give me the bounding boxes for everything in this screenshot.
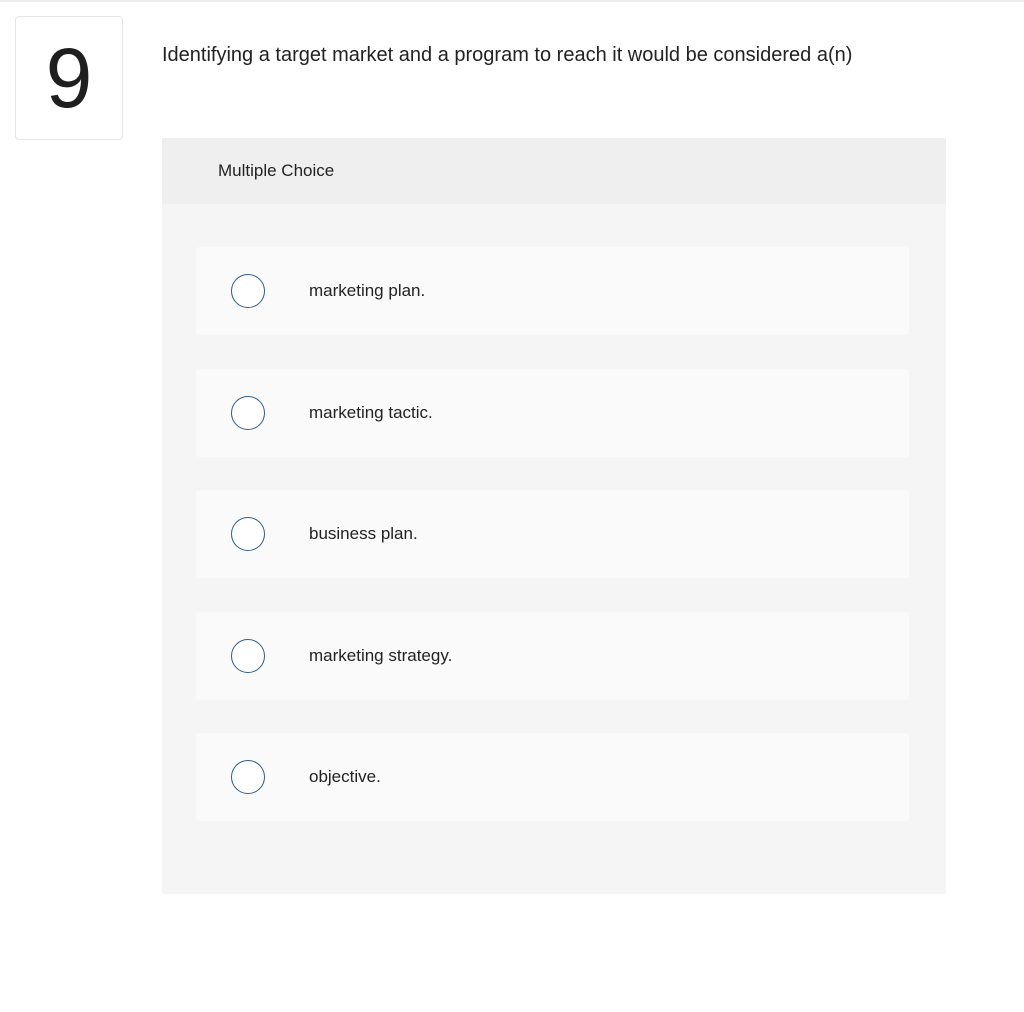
answer-option-3[interactable]: [196, 490, 909, 578]
answer-option-label: marketing tactic.: [309, 402, 433, 422]
answer-option-label: business plan.: [309, 524, 418, 543]
answer-option-label: marketing strategy.: [309, 645, 453, 665]
answer-options: [196, 247, 909, 855]
question-type-header: [162, 138, 946, 204]
multiple-choice-panel: [162, 138, 946, 894]
answer-option-label: objective.: [309, 767, 381, 786]
question-type-label: Multiple Choice: [218, 161, 335, 180]
question-number-box: [15, 16, 123, 140]
answer-option-4[interactable]: [196, 612, 909, 700]
radio-button[interactable]: [231, 760, 265, 794]
radio-button[interactable]: [231, 274, 265, 308]
answer-option-1[interactable]: [196, 247, 909, 335]
radio-button[interactable]: [231, 517, 265, 551]
top-divider: [0, 0, 1024, 2]
answer-option-2[interactable]: [196, 369, 909, 457]
question-number: 9: [45, 31, 93, 125]
answer-option-label: marketing plan.: [309, 281, 426, 300]
radio-button[interactable]: [231, 396, 265, 430]
radio-button[interactable]: [231, 639, 265, 673]
question-text: Identifying a target market and a program to reach it would be considered a(n): [162, 44, 853, 66]
answer-option-5[interactable]: [196, 733, 909, 821]
